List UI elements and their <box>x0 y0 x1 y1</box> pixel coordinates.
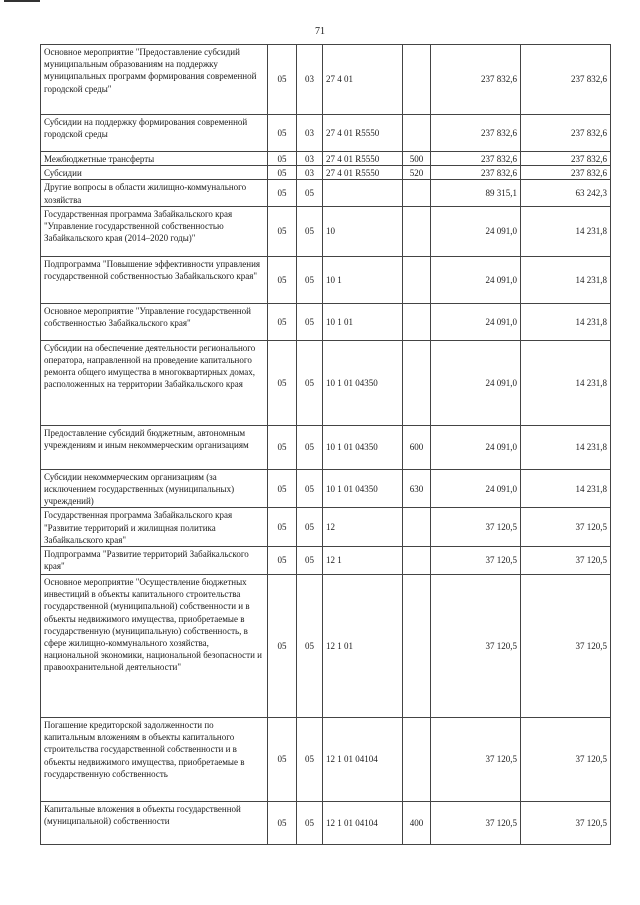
cell-csr: 12 1 01 <box>323 575 403 718</box>
cell-sum1: 24 091,0 <box>431 256 521 303</box>
cell-pr: 03 <box>297 45 323 115</box>
cell-sum2: 37 120,5 <box>521 547 611 575</box>
cell-rz: 05 <box>268 45 297 115</box>
cell-name: Межбюджетные трансферты <box>41 152 268 166</box>
cell-pr: 05 <box>297 718 323 802</box>
cell-sum1: 24 091,0 <box>431 469 521 508</box>
cell-csr: 10 1 01 04350 <box>323 340 403 425</box>
cell-name: Субсидии на поддержку формирования современной городской среды <box>41 115 268 152</box>
cell-vr: 630 <box>403 469 431 508</box>
cell-rz: 05 <box>268 508 297 547</box>
table-row <box>41 115 611 152</box>
cell-vr: 400 <box>403 802 431 845</box>
cell-csr: 27 4 01 R5550 <box>323 115 403 152</box>
cell-vr <box>403 256 431 303</box>
cell-csr: 10 1 01 <box>323 303 403 340</box>
cell-vr <box>403 575 431 718</box>
cell-pr: 03 <box>297 166 323 180</box>
cell-sum2: 14 231,8 <box>521 469 611 508</box>
cell-csr: 27 4 01 R5550 <box>323 152 403 166</box>
table-row <box>41 547 611 575</box>
cell-sum1: 37 120,5 <box>431 547 521 575</box>
cell-pr: 05 <box>297 340 323 425</box>
cell-vr: 600 <box>403 425 431 469</box>
cell-pr: 05 <box>297 802 323 845</box>
cell-vr <box>403 180 431 206</box>
cell-csr: 10 <box>323 206 403 256</box>
cell-rz: 05 <box>268 166 297 180</box>
table-row <box>41 45 611 115</box>
cell-sum2: 37 120,5 <box>521 575 611 718</box>
table-row <box>41 802 611 845</box>
cell-csr: 12 1 01 04104 <box>323 802 403 845</box>
cell-rz: 05 <box>268 340 297 425</box>
cell-name: Основное мероприятие "Осуществление бюджетных инвестиций в объекты капитального строительства государственной (муниципальной) собственности и в объекты недвижимого имущества, приобретаемые в государственную (муниципальную) собственность, в сфере жилищно-коммунального хозяйства, национальной экономики, национальной безопасности и правоохранительной деятельности" <box>41 575 268 718</box>
cell-rz: 05 <box>268 152 297 166</box>
cell-csr: 10 1 01 04350 <box>323 425 403 469</box>
table-row <box>41 508 611 547</box>
cell-sum1: 37 120,5 <box>431 575 521 718</box>
cell-rz: 05 <box>268 547 297 575</box>
table-row <box>41 718 611 802</box>
table-row <box>41 575 611 718</box>
top-rule <box>4 0 40 2</box>
cell-pr: 05 <box>297 206 323 256</box>
cell-csr: 27 4 01 R5550 <box>323 166 403 180</box>
cell-rz: 05 <box>268 802 297 845</box>
cell-sum2: 14 231,8 <box>521 256 611 303</box>
table-row <box>41 469 611 508</box>
cell-rz: 05 <box>268 180 297 206</box>
cell-sum1: 237 832,6 <box>431 166 521 180</box>
cell-pr: 05 <box>297 575 323 718</box>
cell-sum2: 14 231,8 <box>521 303 611 340</box>
cell-vr <box>403 45 431 115</box>
cell-pr: 05 <box>297 469 323 508</box>
cell-csr: 12 1 <box>323 547 403 575</box>
cell-name: Капитальные вложения в объекты государственной (муниципальной) собственности <box>41 802 268 845</box>
table-row <box>41 303 611 340</box>
cell-pr: 05 <box>297 303 323 340</box>
cell-sum1: 89 315,1 <box>431 180 521 206</box>
table-row <box>41 340 611 425</box>
cell-csr <box>323 180 403 206</box>
table-row <box>41 166 611 180</box>
cell-sum1: 37 120,5 <box>431 718 521 802</box>
cell-sum1: 24 091,0 <box>431 425 521 469</box>
cell-vr <box>403 718 431 802</box>
cell-sum2: 37 120,5 <box>521 508 611 547</box>
cell-name: Основное мероприятие "Предоставление субсидий муниципальным образованиям на поддержку муниципальных программ формирования современной городской среды" <box>41 45 268 115</box>
cell-sum1: 237 832,6 <box>431 152 521 166</box>
cell-rz: 05 <box>268 256 297 303</box>
table-row <box>41 180 611 206</box>
cell-vr <box>403 206 431 256</box>
cell-rz: 05 <box>268 303 297 340</box>
cell-rz: 05 <box>268 718 297 802</box>
cell-sum2: 14 231,8 <box>521 340 611 425</box>
cell-rz: 05 <box>268 425 297 469</box>
cell-name: Субсидии некоммерческим организациям (за исключением государственных (муниципальных) учреждений) <box>41 469 268 508</box>
cell-name: Государственная программа Забайкальского края "Развитие территорий и жилищная политика Забайкальского края" <box>41 508 268 547</box>
cell-vr <box>403 340 431 425</box>
cell-csr: 10 1 01 04350 <box>323 469 403 508</box>
cell-name: Подпрограмма "Развитие территорий Забайкальского края" <box>41 547 268 575</box>
cell-name: Основное мероприятие "Управление государственной собственностью Забайкальского края" <box>41 303 268 340</box>
cell-csr: 27 4 01 <box>323 45 403 115</box>
cell-pr: 05 <box>297 508 323 547</box>
cell-sum1: 24 091,0 <box>431 303 521 340</box>
table-row <box>41 152 611 166</box>
cell-csr: 12 <box>323 508 403 547</box>
cell-name: Государственная программа Забайкальского края "Управление государственной собственностью Забайкальского края (2014–2020 годы)" <box>41 206 268 256</box>
cell-rz: 05 <box>268 469 297 508</box>
cell-pr: 05 <box>297 180 323 206</box>
cell-pr: 05 <box>297 425 323 469</box>
cell-vr <box>403 115 431 152</box>
cell-name: Предоставление субсидий бюджетным, автономным учреждениям и иным некоммерческим организациям <box>41 425 268 469</box>
cell-sum2: 237 832,6 <box>521 166 611 180</box>
cell-name: Субсидии <box>41 166 268 180</box>
cell-sum1: 237 832,6 <box>431 45 521 115</box>
cell-sum2: 14 231,8 <box>521 425 611 469</box>
cell-vr <box>403 547 431 575</box>
cell-csr: 12 1 01 04104 <box>323 718 403 802</box>
cell-sum2: 237 832,6 <box>521 45 611 115</box>
cell-pr: 05 <box>297 256 323 303</box>
table-row <box>41 206 611 256</box>
table-row <box>41 425 611 469</box>
cell-vr: 520 <box>403 166 431 180</box>
cell-name: Погашение кредиторской задолженности по капитальным вложениям в объекты капитального строительства государственной собственности и в объекты недвижимого имущества, приобретаемые в государственную собственность <box>41 718 268 802</box>
cell-sum1: 37 120,5 <box>431 508 521 547</box>
cell-sum2: 63 242,3 <box>521 180 611 206</box>
cell-sum2: 14 231,8 <box>521 206 611 256</box>
cell-sum2: 237 832,6 <box>521 152 611 166</box>
cell-pr: 03 <box>297 152 323 166</box>
cell-sum1: 37 120,5 <box>431 802 521 845</box>
budget-table <box>40 44 611 845</box>
cell-vr <box>403 508 431 547</box>
cell-vr: 500 <box>403 152 431 166</box>
cell-pr: 03 <box>297 115 323 152</box>
cell-vr <box>403 303 431 340</box>
cell-rz: 05 <box>268 206 297 256</box>
cell-name: Подпрограмма "Повышение эффективности управления государственной собственностью Забайкальского края" <box>41 256 268 303</box>
cell-pr: 05 <box>297 547 323 575</box>
cell-sum1: 24 091,0 <box>431 206 521 256</box>
cell-sum2: 37 120,5 <box>521 718 611 802</box>
cell-sum1: 24 091,0 <box>431 340 521 425</box>
cell-rz: 05 <box>268 575 297 718</box>
cell-sum2: 37 120,5 <box>521 802 611 845</box>
cell-sum2: 237 832,6 <box>521 115 611 152</box>
table-row <box>41 256 611 303</box>
cell-csr: 10 1 <box>323 256 403 303</box>
cell-name: Другие вопросы в области жилищно-коммунального хозяйства <box>41 180 268 206</box>
cell-rz: 05 <box>268 115 297 152</box>
page-number: 71 <box>315 26 325 37</box>
cell-name: Субсидии на обеспечение деятельности регионального оператора, направленной на проведение капитального ремонта общего имущества в многоквартирных домах, расположенных на территории Забайкальского края <box>41 340 268 425</box>
cell-sum1: 237 832,6 <box>431 115 521 152</box>
